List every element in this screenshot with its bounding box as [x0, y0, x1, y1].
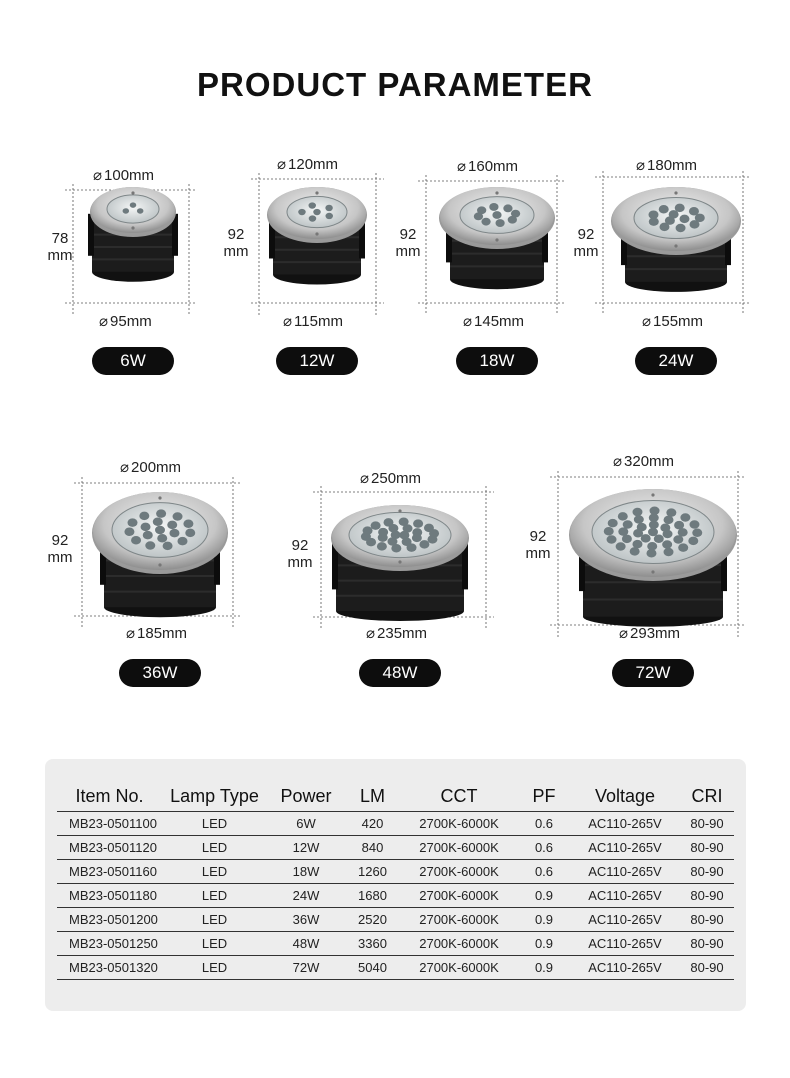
- height-label: [220, 226, 252, 260]
- top-diameter-label: [636, 158, 697, 174]
- led-chip: [489, 203, 498, 211]
- top-diameter-value: 250mm: [371, 470, 422, 487]
- table-cell: LED: [162, 908, 267, 932]
- led-chip: [412, 528, 422, 537]
- lamp-18W: [418, 175, 565, 315]
- top-diameter-value: 320mm: [624, 453, 675, 470]
- screw: [315, 191, 318, 194]
- table-cell: 1260: [345, 860, 400, 884]
- led-chip: [659, 223, 669, 232]
- led-chip: [664, 548, 674, 557]
- led-chip: [689, 520, 699, 529]
- led-chip: [124, 527, 134, 536]
- diameter-icon: ⌀: [463, 313, 473, 330]
- bottom-diameter-value: 185mm: [137, 625, 188, 642]
- column-header: CRI: [680, 781, 734, 812]
- table-cell: 72W: [267, 956, 345, 980]
- height-unit: mm: [47, 549, 73, 566]
- lamp-24W: [595, 171, 751, 315]
- led-chip: [632, 540, 642, 549]
- table-cell: AC110-265V: [570, 860, 680, 884]
- table-row: [57, 884, 734, 908]
- bottom-diameter-label: [619, 626, 680, 642]
- led-chip: [492, 211, 501, 219]
- screw: [674, 191, 677, 194]
- table-cell: 12W: [267, 836, 345, 860]
- led-chip: [167, 521, 177, 530]
- height-value: 92: [291, 537, 309, 554]
- height-unit: mm: [47, 247, 73, 264]
- table-cell: LED: [162, 932, 267, 956]
- led-chip: [145, 541, 155, 550]
- screw: [158, 563, 161, 566]
- led-chip: [654, 534, 664, 543]
- diameter-icon: ⌀: [636, 157, 646, 174]
- table-cell: LED: [162, 836, 267, 860]
- table-cell: LED: [162, 860, 267, 884]
- led-chip: [177, 537, 187, 546]
- table-cell: 36W: [267, 908, 345, 932]
- top-diameter-value: 100mm: [104, 167, 155, 184]
- top-diameter-label: [360, 471, 421, 487]
- led-chip: [378, 528, 388, 537]
- led-chip: [616, 542, 626, 551]
- column-header: Voltage: [570, 781, 680, 812]
- top-diameter-value: 160mm: [468, 158, 519, 175]
- diameter-icon: ⌀: [283, 313, 293, 330]
- column-header: PF: [518, 781, 570, 812]
- table-cell: AC110-265V: [570, 812, 680, 836]
- table-cell: 2700K-6000K: [400, 860, 518, 884]
- top-diameter-label: [613, 454, 674, 470]
- led-chip: [173, 512, 183, 521]
- table-cell: 3360: [345, 932, 400, 956]
- table-cell: LED: [162, 812, 267, 836]
- table-cell: MB23-0501180: [57, 884, 162, 908]
- screw: [674, 244, 677, 247]
- bottom-diameter-label: [283, 314, 343, 330]
- lamp-6W: [65, 184, 197, 315]
- table-cell: 0.9: [518, 956, 570, 980]
- glass-lens: [107, 195, 159, 223]
- led-chip: [646, 549, 656, 558]
- led-chip: [137, 208, 144, 214]
- led-chip: [632, 508, 642, 517]
- height-unit: mm: [573, 243, 599, 260]
- screw: [158, 496, 161, 499]
- top-diameter-value: 120mm: [288, 156, 339, 173]
- led-chip: [662, 540, 672, 549]
- table-cell: 24W: [267, 884, 345, 908]
- column-header: CCT: [400, 781, 518, 812]
- height-label: [522, 528, 554, 562]
- table-cell: AC110-265V: [570, 836, 680, 860]
- led-chip: [648, 210, 658, 219]
- table-cell: 0.6: [518, 836, 570, 860]
- diameter-icon: ⌀: [93, 167, 103, 184]
- table-cell: 48W: [267, 932, 345, 956]
- table-cell: 2700K-6000K: [400, 812, 518, 836]
- led-chip: [481, 218, 490, 226]
- table-cell: 0.9: [518, 932, 570, 956]
- led-chip: [163, 542, 173, 551]
- led-chip: [157, 534, 167, 543]
- screw: [495, 238, 498, 241]
- table-cell: 0.9: [518, 908, 570, 932]
- top-diameter-value: 200mm: [131, 459, 182, 476]
- bottom-diameter-value: 115mm: [294, 313, 343, 330]
- led-chip: [604, 527, 614, 536]
- screw: [131, 226, 134, 229]
- led-chip: [650, 506, 660, 514]
- table-cell: 80-90: [680, 884, 734, 908]
- table-cell: 5040: [345, 956, 400, 980]
- column-header: Item No.: [57, 781, 162, 812]
- height-value: 92: [227, 226, 245, 243]
- top-diameter-label: [457, 159, 518, 175]
- led-chip: [399, 517, 409, 526]
- power-badge: 12W: [276, 347, 358, 375]
- table-row: [57, 812, 734, 836]
- table-cell: LED: [162, 884, 267, 908]
- led-chip: [131, 536, 141, 545]
- led-chip: [688, 537, 698, 546]
- led-chip: [679, 215, 689, 224]
- table-cell: AC110-265V: [570, 956, 680, 980]
- table-row: [57, 956, 734, 980]
- screw: [495, 191, 498, 194]
- screw: [651, 493, 654, 496]
- led-chip: [325, 205, 333, 211]
- led-chip: [143, 531, 153, 540]
- led-chip: [675, 204, 685, 213]
- power-badge: 48W: [359, 659, 441, 687]
- height-label: [284, 537, 316, 571]
- led-chip: [383, 518, 393, 527]
- led-chip: [427, 535, 437, 544]
- led-chip: [325, 213, 333, 219]
- screw: [131, 191, 134, 194]
- bottom-diameter-label: [366, 626, 427, 642]
- screw: [398, 509, 401, 512]
- led-chip: [371, 521, 381, 530]
- led-chip: [660, 524, 670, 533]
- diameter-icon: ⌀: [126, 625, 136, 642]
- led-chip: [666, 508, 676, 517]
- bottom-diameter-value: 145mm: [474, 313, 525, 330]
- top-diameter-label: [277, 157, 338, 173]
- table-row: [57, 932, 734, 956]
- led-chip: [695, 214, 705, 223]
- led-chip: [634, 515, 644, 524]
- table-cell: MB23-0501320: [57, 956, 162, 980]
- height-value: 92: [51, 532, 69, 549]
- table-cell: 18W: [267, 860, 345, 884]
- height-label: [570, 226, 602, 260]
- table-cell: 0.6: [518, 812, 570, 836]
- spec-table: [57, 781, 734, 980]
- diameter-icon: ⌀: [457, 158, 467, 175]
- led-chip: [608, 519, 618, 528]
- led-chip: [169, 529, 179, 538]
- led-chip: [618, 512, 628, 521]
- led-chip: [183, 519, 193, 528]
- table-cell: 420: [345, 812, 400, 836]
- table-row: [57, 908, 734, 932]
- led-chip: [298, 209, 306, 215]
- table-cell: MB23-0501200: [57, 908, 162, 932]
- diameter-icon: ⌀: [613, 453, 623, 470]
- led-chip: [477, 206, 486, 214]
- led-chip: [313, 209, 321, 215]
- table-cell: 80-90: [680, 836, 734, 860]
- led-chip: [391, 544, 401, 553]
- height-value: 92: [577, 226, 595, 243]
- height-label: [44, 532, 76, 566]
- diameter-icon: ⌀: [619, 625, 629, 642]
- led-chip: [153, 518, 163, 527]
- table-cell: MB23-0501160: [57, 860, 162, 884]
- led-chip: [692, 528, 702, 537]
- height-value: 78: [51, 230, 69, 247]
- table-cell: 2700K-6000K: [400, 956, 518, 980]
- screw: [398, 560, 401, 563]
- table-cell: AC110-265V: [570, 908, 680, 932]
- table-cell: 80-90: [680, 812, 734, 836]
- diameter-icon: ⌀: [99, 313, 109, 330]
- column-header: Power: [267, 781, 345, 812]
- table-cell: 80-90: [680, 860, 734, 884]
- table-cell: 80-90: [680, 956, 734, 980]
- led-chip: [419, 540, 429, 549]
- screw: [315, 232, 318, 235]
- table-header-row: [57, 781, 734, 812]
- top-diameter-label: [93, 168, 154, 184]
- lamp-12W: [251, 173, 384, 315]
- table-row: [57, 836, 734, 860]
- bottom-diameter-label: [642, 314, 703, 330]
- diameter-icon: ⌀: [366, 625, 376, 642]
- table-cell: 2700K-6000K: [400, 908, 518, 932]
- led-chip: [155, 526, 165, 535]
- screw: [651, 570, 654, 573]
- led-chip: [630, 547, 640, 556]
- table-row: [57, 860, 734, 884]
- led-chip: [141, 523, 151, 532]
- led-chip: [607, 535, 617, 544]
- lamp-36W: [74, 477, 241, 628]
- led-chip: [678, 528, 688, 537]
- table-cell: 80-90: [680, 908, 734, 932]
- spec-table-panel: [45, 759, 746, 1011]
- bottom-diameter-value: 155mm: [653, 313, 704, 330]
- table-cell: 80-90: [680, 932, 734, 956]
- led-chip: [123, 208, 129, 214]
- power-badge: 24W: [635, 347, 717, 375]
- table-cell: 1680: [345, 884, 400, 908]
- diameter-icon: ⌀: [642, 313, 652, 330]
- table-cell: AC110-265V: [570, 884, 680, 908]
- led-chip: [308, 202, 316, 208]
- table-cell: LED: [162, 956, 267, 980]
- bottom-diameter-value: 95mm: [110, 313, 152, 330]
- table-cell: 6W: [267, 812, 345, 836]
- led-chip: [185, 529, 195, 538]
- height-label: [392, 226, 424, 260]
- height-value: 92: [529, 528, 547, 545]
- led-chip: [680, 513, 690, 522]
- height-unit: mm: [223, 243, 249, 260]
- table-cell: 2700K-6000K: [400, 836, 518, 860]
- led-chip: [413, 519, 423, 528]
- led-chip: [659, 205, 669, 214]
- page-title: PRODUCT PARAMETER: [197, 66, 593, 103]
- led-chip: [128, 518, 138, 527]
- top-diameter-label: [120, 460, 181, 476]
- table-cell: 2700K-6000K: [400, 884, 518, 908]
- led-chip: [495, 219, 504, 227]
- table-cell: MB23-0501120: [57, 836, 162, 860]
- table-cell: 0.9: [518, 884, 570, 908]
- led-chip: [130, 202, 137, 208]
- led-chip: [503, 204, 512, 212]
- bottom-diameter-value: 235mm: [377, 625, 428, 642]
- bottom-diameter-value: 293mm: [630, 625, 681, 642]
- led-chip: [623, 520, 633, 529]
- led-chip: [511, 210, 520, 218]
- table-body: [57, 812, 734, 980]
- table-cell: 2700K-6000K: [400, 932, 518, 956]
- table-cell: MB23-0501250: [57, 932, 162, 956]
- power-badge: 18W: [456, 347, 538, 375]
- height-label: [44, 230, 76, 264]
- table-cell: 0.6: [518, 860, 570, 884]
- led-chip: [363, 526, 373, 535]
- led-chip: [407, 543, 417, 552]
- bottom-diameter-label: [463, 314, 524, 330]
- table-cell: 2520: [345, 908, 400, 932]
- lamp-72W: [550, 471, 746, 637]
- led-chip: [637, 523, 647, 532]
- top-diameter-value: 180mm: [647, 157, 698, 174]
- bottom-diameter-label: [99, 314, 152, 330]
- led-chip: [678, 543, 688, 552]
- table-cell: MB23-0501100: [57, 812, 162, 836]
- diameter-icon: ⌀: [360, 470, 370, 487]
- column-header: Lamp Type: [162, 781, 267, 812]
- power-badge: 72W: [612, 659, 694, 687]
- height-value: 92: [399, 226, 417, 243]
- diameter-icon: ⌀: [120, 459, 130, 476]
- led-chip: [139, 512, 149, 521]
- led-chip: [377, 542, 387, 551]
- height-unit: mm: [287, 554, 313, 571]
- power-badge: 6W: [92, 347, 174, 375]
- lamp-48W: [313, 486, 494, 629]
- led-chip: [664, 516, 674, 525]
- table-cell: AC110-265V: [570, 932, 680, 956]
- led-chip: [676, 224, 686, 233]
- table-cell: 840: [345, 836, 400, 860]
- column-header: LM: [345, 781, 400, 812]
- height-unit: mm: [525, 545, 551, 562]
- bottom-diameter-label: [126, 626, 187, 642]
- diameter-icon: ⌀: [277, 156, 287, 173]
- height-unit: mm: [395, 243, 421, 260]
- led-chip: [156, 509, 166, 518]
- led-chip: [309, 215, 317, 221]
- power-badge: 36W: [119, 659, 201, 687]
